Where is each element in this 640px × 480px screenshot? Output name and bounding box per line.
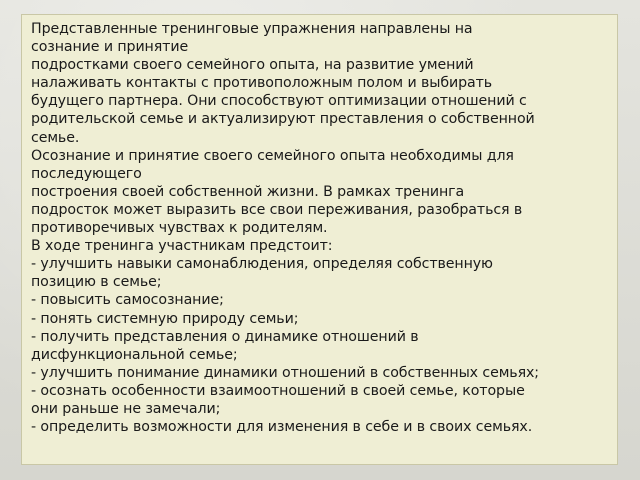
text-line: - улучшить навыки самонаблюдения, определяя собственную (31, 256, 493, 273)
text-line: - повысить самосознание; (31, 292, 224, 309)
text-line: родительской семье и актуализируют преставления о собственной (31, 111, 535, 128)
text-line: противоречивых чувствах к родителям. (31, 220, 328, 237)
text-line: - определить возможности для изменения в себе и в своих семьях. (31, 419, 533, 436)
text-line: подростками своего семейного опыта, на развитие умений (31, 57, 474, 74)
text-line: В ходе тренинга участникам предстоит: (31, 238, 333, 255)
slide-text (31, 20, 609, 436)
text-line: они раньше не замечали; (31, 400, 221, 417)
text-line: налаживать контакты с противоположным полом и выбирать (31, 75, 493, 92)
text-line: - получить представления о динамике отношений в (31, 328, 419, 345)
text-line: Представленные тренинговые упражнения направлены на (31, 21, 473, 37)
text-line: дисфункциональной семье; (31, 346, 238, 363)
text-line: подросток может выразить все свои переживания, разобраться в (31, 201, 523, 218)
text-line: - понять системную природу семьи; (31, 310, 299, 327)
text-line: построения своей собственной жизни. В рамках тренинга (31, 183, 465, 200)
text-line: позицию в семье; (31, 274, 162, 291)
text-line: сознание и принятие (31, 39, 189, 56)
text-line: семье. (31, 129, 80, 146)
text-line: будущего партнера. Они способствуют оптимизации отношений с (31, 93, 527, 110)
text-card (21, 14, 618, 465)
text-line: Осознание и принятие своего семейного опыта необходимы для (31, 147, 514, 164)
text-line: последующего (31, 165, 142, 182)
text-line: - осознать особенности взаимоотношений в своей семье, которые (31, 382, 525, 399)
text-line: - улучшить понимание динамики отношений в собственных семьях; (31, 364, 539, 381)
